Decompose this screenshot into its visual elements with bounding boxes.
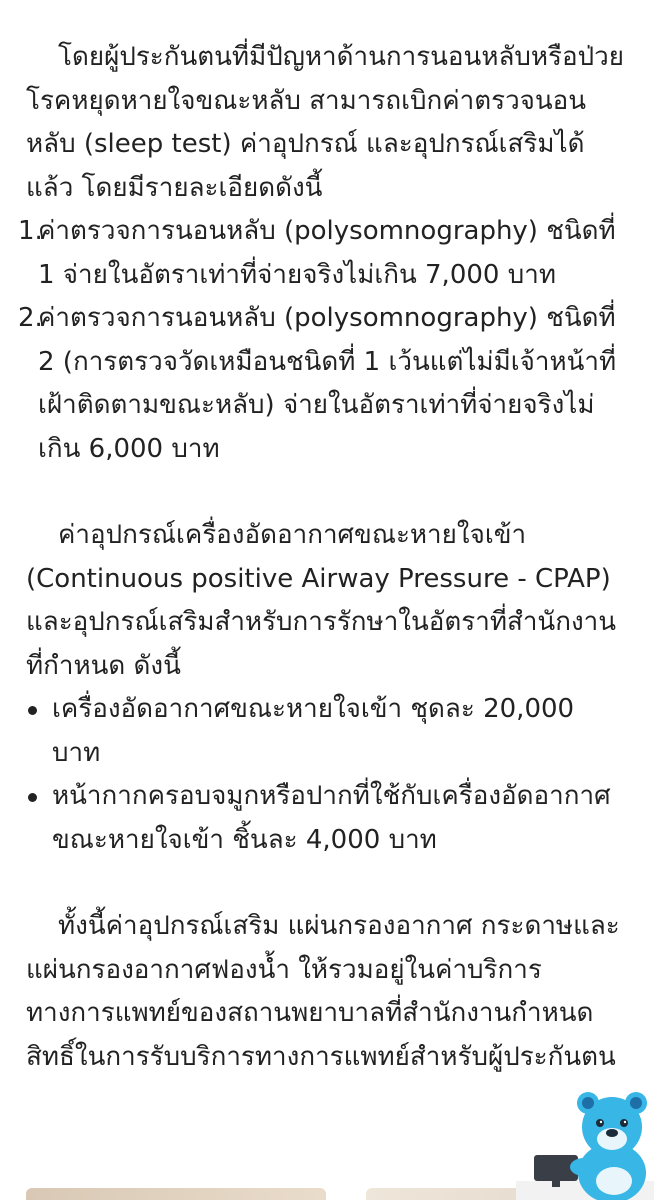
bullet-icon — [28, 706, 37, 715]
cpap-paragraph: ค่าอุปกรณ์เครื่องอัดอากาศขณะหายใจเข้า (Continuous positive Airway Pressure - CPAP) และอุปกรณ์เสริมสำหรับการรักษาในอัตราที่สำนักงานที่กำหนด ดังนี้ — [26, 520, 617, 681]
list-item — [18, 297, 626, 471]
sleep-test-list — [18, 210, 626, 471]
list-item-text: ค่าตรวจการนอนหลับ (polysomnography) ชนิดที่ 2 (การตรวจวัดเหมือนชนิดที่ 1 เว้นแต่ไม่มีเจ้าหน้าที่เฝ้าติดตามขณะหลับ) จ่ายในอัตราเท่าที่จ่ายจริงไม่เกิน 6,000 บาท — [38, 303, 617, 464]
intro-paragraph: โดยผู้ประกันตนที่มีปัญหาด้านการนอนหลับหรือป่วยโรคหยุดหายใจขณะหลับ สามารถเบิกค่าตรวจนอนหลับ (sleep test) ค่าอุปกรณ์ และอุปกรณ์เสริมได้แล้ว โดยมีรายละเอียดดังนี้ — [26, 42, 624, 203]
list-item-text: ค่าตรวจการนอนหลับ (polysomnography) ชนิดที่ 1 จ่ายในอัตราเท่าที่จ่ายจริงไม่เกิน 7,000 บาท — [38, 216, 616, 290]
list-item-text: เครื่องอัดอากาศขณะหายใจเข้า ชุดละ 20,000 บาท — [52, 694, 575, 768]
list-number: 2. — [18, 303, 43, 333]
list-item — [26, 775, 626, 862]
closing-paragraph: ทั้งนี้ค่าอุปกรณ์เสริม แผ่นกรองอากาศ กระดาษและแผ่นกรองอากาศฟองน้ำ ให้รวมอยู่ในค่าบริการทางการแพทย์ของสถานพยาบาลที่สำนักงานกำหนดสิทธิ์ในการรับบริการทางการแพทย์สำหรับผู้ประกันตน — [26, 911, 620, 1072]
bullet-icon — [28, 793, 37, 802]
image-thumbnail — [26, 1188, 326, 1200]
article-body — [18, 36, 626, 1079]
list-item — [26, 688, 626, 775]
bear-mascot-icon — [516, 1085, 654, 1200]
list-number: 1. — [18, 216, 43, 246]
equipment-list — [26, 688, 626, 862]
list-item — [18, 210, 626, 297]
list-item-text: หน้ากากครอบจมูกหรือปากที่ใช้กับเครื่องอัดอากาศขณะหายใจเข้า ชิ้นละ 4,000 บาท — [52, 781, 611, 855]
